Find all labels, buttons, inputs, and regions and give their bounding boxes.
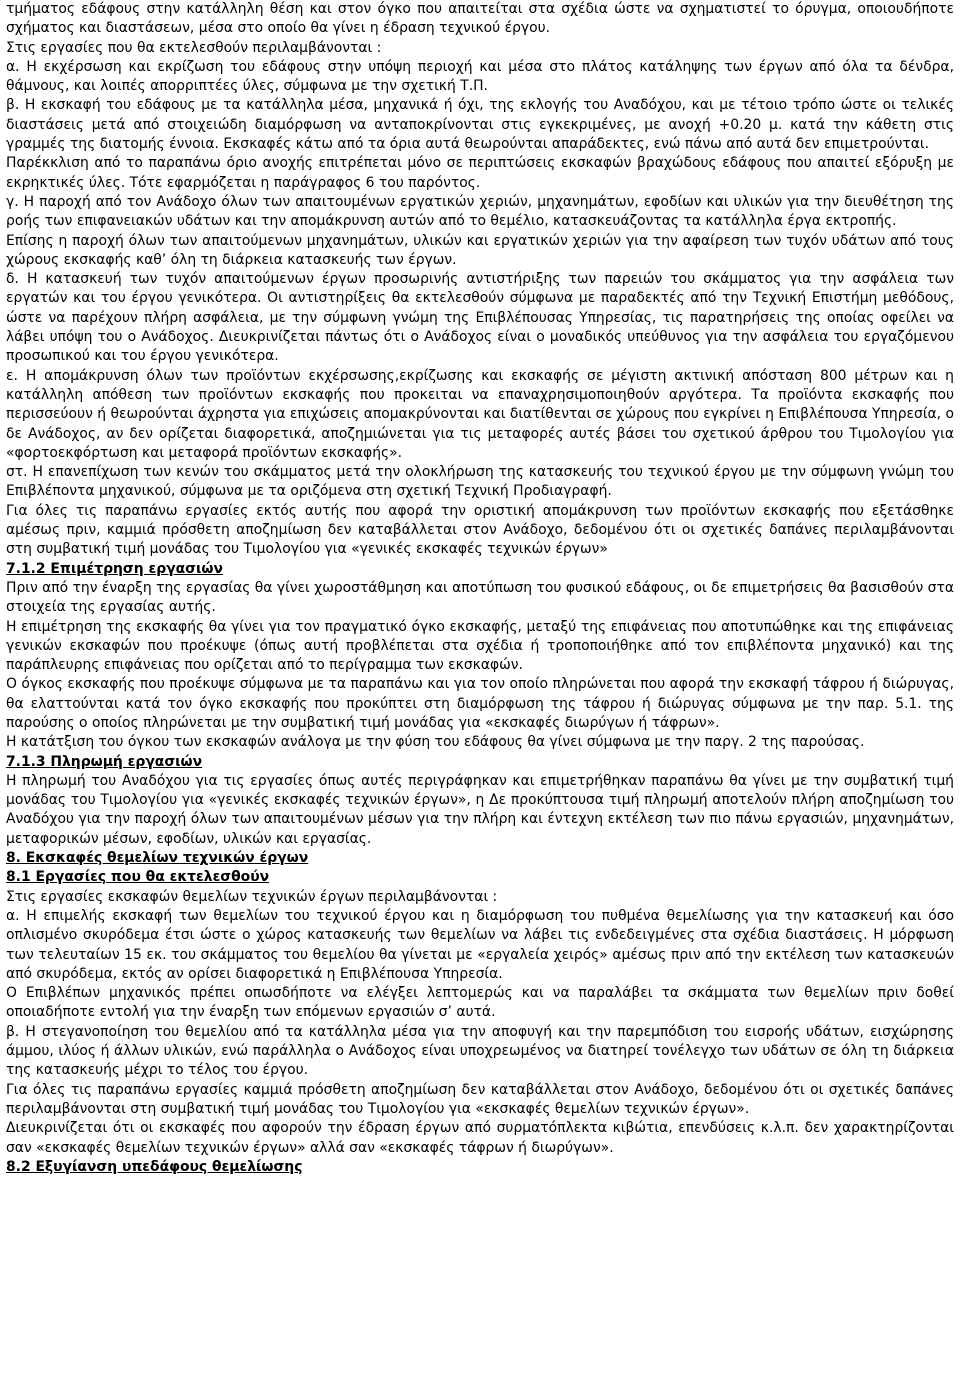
body-paragraph: β. Η εκσκαφή του εδάφους με τα κατάλληλα μέσα, μηχανικά ή όχι, της εκλογής του Αναδόχου, και με τέτοιο τρόπο ώστε οι τελικές διαστάσεις μετά από στοιχειώδη διαμόρφωση να ανταποκρίνονται στις εγκεκριμένες, με ανοχή +0.20 μ. κατά την κάθετη στις γραμμές της διατομής έννοια. Εκσκαφές κάτω από τα όρια αυτά θεωρούνται απαράδεκτες, ενώ πάνω από αυτά δεν επιμετρούνται. — [6, 97, 954, 153]
body-paragraph: β. Η στεγανοποίηση του θεμελίου από τα κατάλληλα μέσα για την αποφυγή και την παρεμπόδιση του εισροής υδάτων, εισχώρησης άμμου, ιλύος ή άλλων υλικών, ενώ παράλληλα ο Ανάδοχος είναι υποχρεωμένος να διατηρεί τονέλεγχο των υδάτων σε όλη τη διάρκεια της κατασκευής μέχρι το τέλος του έργου. — [6, 1023, 954, 1079]
section-heading: 7.1.3 Πληρωμή εργασιών — [6, 753, 203, 770]
body-paragraph: Επίσης η παροχή όλων των απαιτούμενων μηχανημάτων, υλικών και εργατικών χεριών για την αφαίρεση των τυχόν υδάτων από τους χώρους εκσκαφής καθ’ όλη τη διάρκεια κατασκευής των έργων. — [6, 232, 954, 268]
body-paragraph: α. Η επιμελής εκσκαφή των θεμελίων του τεχνικού έργου και η διαμόρφωση του πυθμένα θεμελίωσης για την κατασκευή και όσο οπλισμένο σκυρόδεμα έτσι ώστε ο χώρος κατασκευής των θεμελίων να λάβει τις ενδεδειγμένες στα σχέδια διαστάσεις. Η μόρφωση των τελευταίων 15 εκ. του σκάμματος του θεμελίου θα γίνεται με «εργαλεία χειρός» αμέσως πριν από την εκτέλεση των κατασκευών από σκυρόδεμα, εκτός αν ορίσει διαφορετικά η Επιβλέπουσα Υπηρεσία. — [6, 907, 954, 982]
body-paragraph: Ο Επιβλέπων μηχανικός πρέπει οπωσδήποτε να ελέγξει λεπτομερώς και να παραλάβει τα σκάμματα των θεμελίων πριν δοθεί οποιαδήποτε εντολή για την έναρξη των επόμενων εργασιών σ’ αυτά. — [6, 985, 954, 1021]
body-paragraph: Ο όγκος εκσκαφής που προέκυψε σύμφωνα με τα παραπάνω και για τον οποίο πληρώνεται που αφορά την εκσκαφή τάφρου ή διώρυγας, θα ελαττούνται κατά τον όγκο εκσκαφής που προκύπτει στη διαμόρφωση της τάφρου ή διώρυγας σύμφωνα με την παρ. 5.1. της παρούσης ο οποίος πληρώνεται με την συμβατική τιμή μονάδας για «εκσκαφές διωρύγων ή τάφρων». — [6, 676, 954, 731]
body-paragraph: α. Η εκχέρσωση και εκρίζωση του εδάφους στην υπόψη περιοχή και μέσα στο πλάτος κατάληψης των έργων από όλα τα δένδρα, θάμνους, και λοιπές απορριπτέες ύλες, σύμφωνα με την σχετική Τ.Π. — [6, 58, 954, 95]
body-paragraph: ε. Η απομάκρυνση όλων των προϊόντων εκχέρσωσης,εκρίζωσης και εκσκαφής σε μέγιστη ακτινική απόσταση 800 μέτρων και η κατάλληλη απόθεση των προϊόντων εκσκαφής που προκειται να επαναχρησιμοποιηθούν αργότερα. Τα προϊόντα εκσκαφής που περισσεύουν ή θεωρούνται άχρηστα για επιχώσεις απομακρύνονται και διατίθενται σε χώρους που εγκρίνει η Επιβλέπουσα Υπηρεσία, ο δε Ανάδοχος, αν δεν ορίζεται διαφορετικά, αποζημιώνεται για τις μεταφορές αυτές βάσει του σχετικού άρθρου του Τιμολογίου για «φορτοεκφόρτωση και μεταφορά προϊόντων εκσκαφής». — [6, 367, 955, 461]
body-paragraph: Διευκρινίζεται ότι οι εκσκαφές που αφορούν την έδραση έργων από συρματόπλεκτα κιβώτια, επενδύσεις κ.λ.π. δεν χαρακτηρίζονται σαν «εκσκαφές θεμελίων τεχνικών έργων» αλλά σαν «εκσκαφές τάφρων ή διωρύγων». — [6, 1120, 954, 1156]
body-paragraph: Η πληρωμή του Αναδόχου για τις εργασίες όπως αυτές περιγράφηκαν και επιμετρήθηκαν παραπάνω θα γίνει με την συμβατική τιμή μονάδας του Τιμολογίου για «γενικές εκσκαφές τεχνικών έργων», η Δε προκύπτουσα τιμή πληρωμή αποτελούν πλήρη αποζημίωση του Αναδόχου για την παροχή όλων των απαιτουμένων μέσων για την πλήρη και έντεχνη εκτέλεση των πιο πάνω εργασιών, μηχανημάτων, μεταφορικών μέσων, εφοδίων, υλικών και εργασίας. — [6, 772, 954, 847]
body-paragraph: Στις εργασίες εκσκαφών θεμελίων τεχνικών έργων περιλαμβάνονται : — [6, 888, 498, 905]
body-paragraph: Για όλες τις παραπάνω εργασίες εκτός αυτής που αφορά την οριστική απομάκρυνση των προϊόντων εκσκαφής που εξετάσθηκε αμέσως πριν, καμμιά πρόσθετη αποζημίωση δεν καταβάλλεται στον Ανάδοχο, δεδομένου ότι οι σχετικές δαπάνες περιλαμβάνονται στη συμβατική τιμή μονάδας του Τιμολογίου για «γενικές εκσκαφές τεχνικών έργων» — [6, 502, 954, 558]
body-paragraph: δ. Η κατασκευή των τυχόν απαιτούμενων έργων προσωρινής αντιστήριξης των παρειών του σκάμματος για την ασφάλεια των εργατών και του έργου γενικότερα. Οι αντιστηρίξεις θα εκτελεσθούν σύμφωνα με παραδεκτές από την Τεχνική Επιστήμη μεθόδους, ώστε να παρέχουν πλήρη ασφάλεια, με την σύμφωνη γνώμη της Επιβλέπουσας Υπηρεσίας, τις παρατηρήσεις της οποίας οφείλει να λάβει υπόψη του ο Ανάδοχος. Διευκρινίζεται πάντως ότι ο Ανάδοχος είναι ο μοναδικός υπεύθυνος για την ασφάλεια του εργαζόμενου προσωπικού και του έργου γενικότερα. — [6, 271, 954, 365]
body-paragraph: Παρέκκλιση από το παραπάνω όριο ανοχής επιτρέπεται μόνο σε περιπτώσεις εκσκαφών βραχώδους εδάφους που απαιτεί εξόρυξη με εκρηκτικές ύλες. Τότε εφαρμόζεται η παράγραφος 6 του παρόντος. — [6, 155, 954, 191]
body-paragraph: Στις εργασίες που θα εκτελεσθούν περιλαμβάνονται : — [6, 39, 382, 56]
body-paragraph: Η επιμέτρηση της εκσκαφής θα γίνει για τον πραγματικό όγκο εκσκαφής, μεταξύ της επιφάνειας που αποτυπώθηκε και της επιφάνειας γενικών εκσκαφών που προέκυψε (όπως αυτή προβλέπεται στα σχέδια ή τροποποιήθηκε από τον επιβλέποντα μηχανικό) και της παράπλευρης επιφάνειας που ορίζεται από το περίγραμμα των εκσκαφών. — [6, 618, 954, 674]
body-paragraph: γ. Η παροχή από τον Ανάδοχο όλων των απαιτουμένων εργατικών χεριών, μηχανημάτων, εφοδίων και υλικών για την διευθέτηση της ροής των επιφανειακών υδάτων και την απομάκρυνση αυτών από το θεμέλιο, κατασκευάζοντας τα κατάλληλα έργα εκτροπής. — [6, 193, 954, 230]
body-paragraph: Για όλες τις παραπάνω εργασίες καμμιά πρόσθετη αποζημίωση δεν καταβάλλεται στον Ανάδοχο, δεδομένου ότι οι σχετικές δαπάνες περιλαμβάνονται στη συμβατική τιμή μονάδας του Τιμολογίου για «εκσκαφές θεμελίων τεχνικών έργων». — [6, 1081, 954, 1117]
section-heading: 8.1 Εργασίες που θα εκτελεσθούν — [6, 869, 270, 886]
section-heading: 8.2 Εξυγίανση υπεδάφους θεμελίωσης — [6, 1158, 303, 1175]
section-heading: 7.1.2 Επιμέτρηση εργασιών — [6, 560, 223, 577]
body-paragraph: τμήματος εδάφους στην κατάλληλη θέση και στον όγκο που απαιτείται στα σχέδια ώστε να σχηματιστεί το όρυγμα, οποιουδήποτε σχήματος και διαστάσεων, μέσα στο οποίο θα γίνει η έδραση τεχνικού έργου. — [6, 1, 954, 37]
body-paragraph: Η κατάτξιση του όγκου των εκσκαφών ανάλογα με την φύση του εδάφους θα γίνει σύμφωνα με την παργ. 2 της παρούσας. — [6, 734, 865, 751]
section-heading: 8. Εκσκαφές θεμελίων τεχνικών έργων — [6, 850, 309, 867]
body-paragraph: Πριν από την έναρξη της εργασίας θα γίνει χωροστάθμηση και αποτύπωση του φυσικού εδάφους, οι δε επιμετρήσεις θα βασισθούν στα στοιχεία της εργασίας αυτής. — [6, 579, 954, 616]
body-paragraph: στ. Η επανεπίχωση των κενών του σκάμματος μετά την ολοκλήρωση της κατασκευής του τεχνικού έργου με την σύμφωνη γνώμη του Επιβλέποντα μηχανικού, σύμφωνα με τα οριζόμενα στη σχετική Τεχνική Προδιαγραφή. — [6, 464, 954, 500]
